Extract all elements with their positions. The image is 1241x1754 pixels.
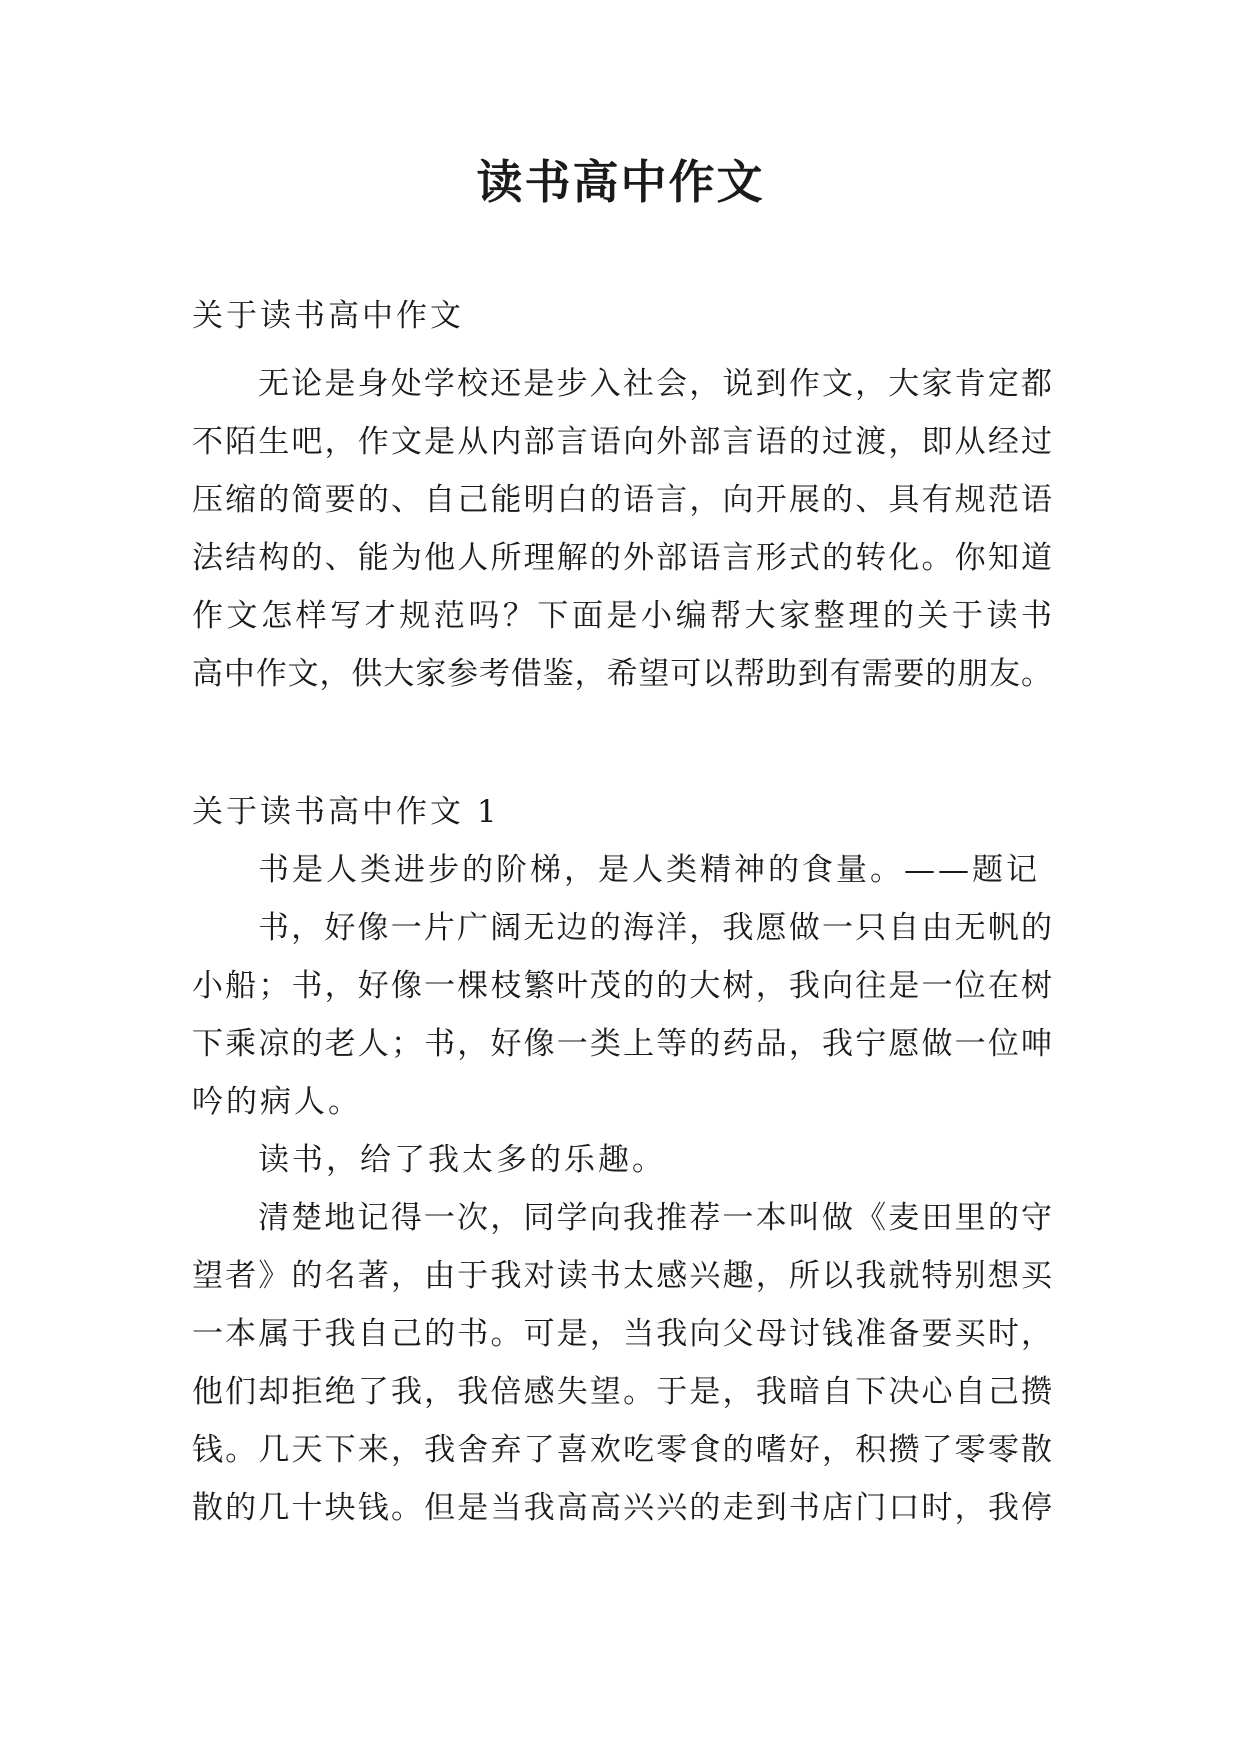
para3-line-4: 他们却拒绝了我，我倍感失望。于是，我暗自下决心自己攒 [192, 1374, 1052, 1410]
para3-line-5: 钱。几天下来，我舍弃了喜欢吃零食的嗜好，积攒了零零散 [192, 1432, 1052, 1468]
para1-line-4: 吟的病人。 [192, 1084, 362, 1120]
intro-line-2: 不陌生吧，作文是从内部言语向外部言语的过渡，即从经过 [192, 424, 1052, 460]
intro-line-1: 无论是身处学校还是步入社会，说到作文，大家肯定都 [258, 366, 1052, 402]
intro-line-3: 压缩的简要的、自己能明白的语言，向开展的、具有规范语 [192, 482, 1052, 518]
para3-line-1: 清楚地记得一次，同学向我推荐一本叫做《麦田里的守 [258, 1200, 1052, 1236]
document-title: 读书高中作文 [476, 155, 765, 209]
subtitle: 关于读书高中作文 [192, 298, 464, 334]
para1-line-2: 小船；书，好像一棵枝繁叶茂的的大树，我向往是一位在树 [192, 968, 1052, 1004]
para3-line-2: 望者》的名著，由于我对读书太感兴趣，所以我就特别想买 [192, 1258, 1052, 1294]
intro-line-6: 高中作文，供大家参考借鉴，希望可以帮助到有需要的朋友。 [192, 656, 1052, 692]
intro-line-4: 法结构的、能为他人所理解的外部语言形式的转化。你知道 [192, 540, 1052, 576]
intro-line-5: 作文怎样写才规范吗？下面是小编帮大家整理的关于读书 [192, 598, 1052, 634]
para3-line-3: 一本属于我自己的书。可是，当我向父母讨钱准备要买时， [192, 1316, 1052, 1352]
para1-line-1: 书，好像一片广阔无边的海洋，我愿做一只自由无帆的 [258, 910, 1052, 946]
section-heading-1: 关于读书高中作文 1 [192, 794, 500, 830]
epigraph: 书是人类进步的阶梯，是人类精神的食量。——题记 [258, 852, 1040, 888]
para3-line-6: 散的几十块钱。但是当我高高兴兴的走到书店门口时，我停 [192, 1490, 1052, 1526]
para1-line-3: 下乘凉的老人；书，好像一类上等的药品，我宁愿做一位呻 [192, 1026, 1052, 1062]
para2: 读书，给了我太多的乐趣。 [258, 1142, 666, 1178]
